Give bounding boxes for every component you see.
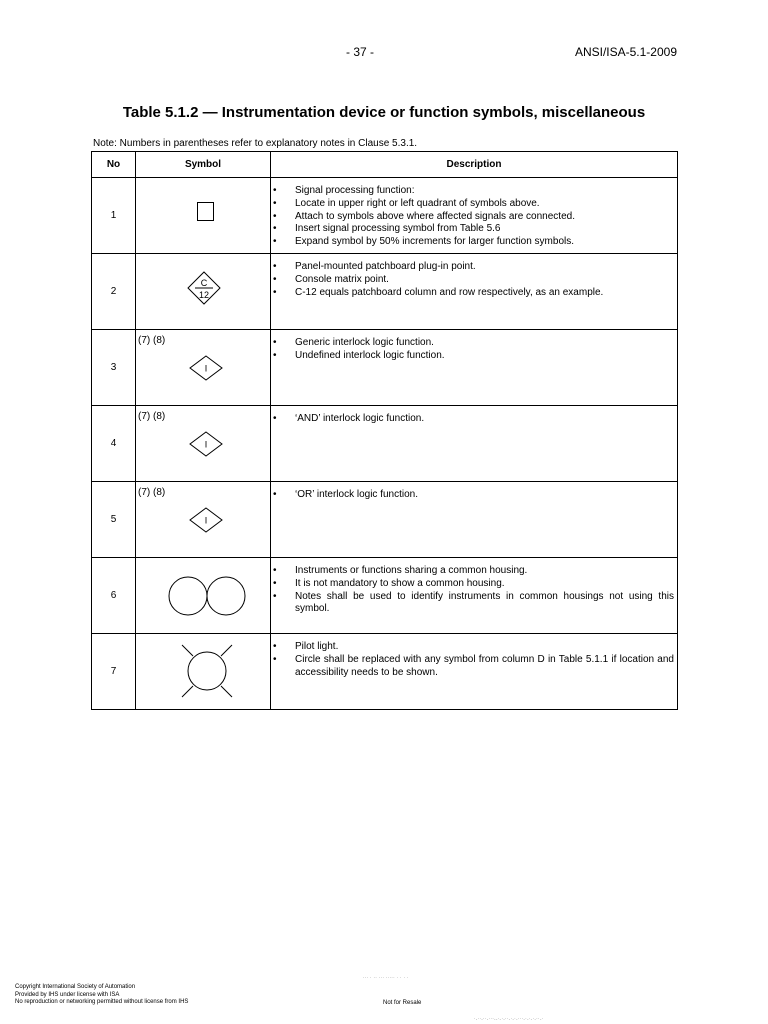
- symbol-cell: [136, 330, 271, 406]
- description-cell: [271, 330, 678, 406]
- list-item: • Generic interlock logic function.: [295, 337, 674, 350]
- symbol-cell: [136, 482, 271, 558]
- list-item: • Attach to symbols above where affected signals are connected.: [295, 211, 674, 224]
- row-number: 5: [92, 482, 136, 558]
- table-title: Table 5.1.2 — Instrumentation device or function symbols, miscellaneous: [122, 104, 646, 121]
- list-item: • Insert signal processing symbol from Table 5.6: [295, 223, 674, 236]
- table-row: [92, 178, 678, 254]
- description-list: [271, 178, 677, 249]
- list-item: • Panel-mounted patchboard plug-in point.: [295, 261, 674, 274]
- row-number: 7: [92, 634, 136, 710]
- row-number: 4: [92, 406, 136, 482]
- symbol-label: I: [204, 439, 208, 450]
- symbol-cell: [136, 254, 271, 330]
- list-item: • Expand symbol by 50% increments for larger function symbols.: [295, 236, 674, 249]
- symbol-cell: [136, 406, 271, 482]
- description-list: [271, 558, 677, 616]
- description-cell: [271, 254, 678, 330]
- list-item: • Circle shall be replaced with any symbol from column D in Table 5.1.1 if location and accessibility needs to be shown.: [295, 654, 674, 680]
- table-row: [92, 634, 678, 710]
- symbol-cell: [136, 634, 271, 710]
- standard-id: ANSI/ISA-5.1-2009: [574, 45, 677, 59]
- description-list: [271, 330, 677, 363]
- list-item: • Undefined interlock logic function.: [295, 350, 674, 363]
- description-list: [271, 254, 677, 299]
- symbol-note: (7) (8): [138, 487, 166, 498]
- list-item: • Console matrix point.: [295, 274, 674, 287]
- symbol-label: I: [204, 515, 208, 526]
- symbol-label-bottom: 12: [198, 290, 210, 300]
- table-row: [92, 558, 678, 634]
- list-item: • C-12 equals patchboard column and row respectively, as an example.: [295, 287, 674, 300]
- symbol-label-top: C: [200, 278, 208, 288]
- row-number: 3: [92, 330, 136, 406]
- description-cell: [271, 558, 678, 634]
- symbol-cell: [136, 178, 271, 254]
- footer-line: Copyright International Society of Automation: [15, 984, 136, 990]
- description-cell: [271, 406, 678, 482]
- symbol-note: (7) (8): [138, 411, 166, 422]
- list-item: • Locate in upper right or left quadrant of symbols above.: [295, 198, 674, 211]
- description-cell: [271, 482, 678, 558]
- table-row: [92, 254, 678, 330]
- footer-line: No reproduction or networking permitted without license from IHS: [15, 999, 189, 1005]
- header-no: No: [92, 152, 136, 178]
- row-number: 6: [92, 558, 136, 634]
- symbol-label: I: [204, 363, 208, 374]
- table-row: [92, 482, 678, 558]
- scan-artifact: ·-··-··-···--·-·-··-·-·-···-·-·-·-··-·: [474, 1016, 544, 1021]
- list-item: • Notes shall be used to identify instruments in common housings not using this symbol.: [295, 591, 674, 617]
- table-note: Note: Numbers in parentheses refer to explanatory notes in Clause 5.3.1.: [93, 138, 418, 149]
- row-number: 2: [92, 254, 136, 330]
- description-list: [271, 406, 677, 426]
- scan-artifact: ··· · ·· ··· ····· · · · ·: [363, 975, 409, 980]
- list-item: • It is not mandatory to show a common housing.: [295, 578, 674, 591]
- header-symbol: Symbol: [136, 152, 271, 178]
- description-cell: [271, 178, 678, 254]
- table-row: [92, 406, 678, 482]
- table-header-row: [92, 152, 678, 178]
- list-item: • Instruments or functions sharing a common housing.: [295, 565, 674, 578]
- description-list: [271, 634, 677, 679]
- description-list: [271, 482, 677, 502]
- row-number: 1: [92, 178, 136, 254]
- page-number: - 37 -: [346, 45, 375, 59]
- square-icon: [136, 178, 271, 253]
- header-description: Description: [271, 152, 678, 178]
- symbols-table: [91, 151, 678, 710]
- pilot-light-icon: [136, 634, 271, 709]
- symbol-note: (7) (8): [138, 335, 166, 346]
- double-circle-icon: [136, 558, 271, 633]
- list-item: • Pilot light.: [295, 641, 674, 654]
- symbol-cell: [136, 558, 271, 634]
- copyright-footer: [15, 984, 188, 1007]
- list-item: • ‘OR’ interlock logic function.: [295, 489, 674, 502]
- description-cell: [271, 634, 678, 710]
- not-for-resale: Not for Resale: [383, 1000, 422, 1006]
- list-item: • ‘AND’ interlock logic function.: [295, 413, 674, 426]
- list-item: • Signal processing function:: [295, 185, 674, 198]
- table-row: [92, 330, 678, 406]
- footer-line: Provided by IHS under license with ISA: [15, 991, 120, 998]
- diamond-split-icon: [136, 254, 271, 329]
